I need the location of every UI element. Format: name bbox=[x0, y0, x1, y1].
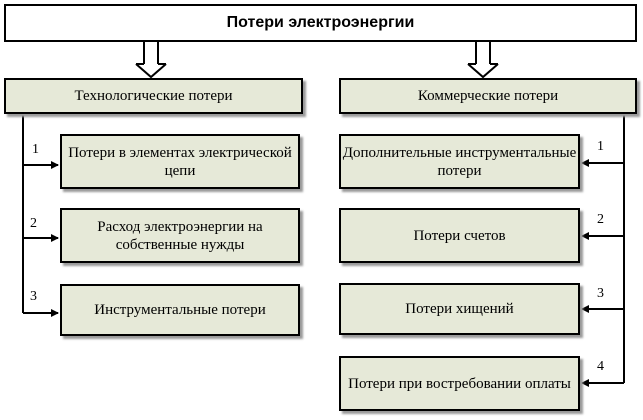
right-item-1-number: 1 bbox=[597, 139, 604, 154]
left-item-1-box: Потери в элементах электрической цепи bbox=[60, 134, 300, 189]
right-item-4-box: Потери при востребовании оплаты bbox=[339, 356, 580, 411]
right-item-3-number: 3 bbox=[597, 286, 604, 301]
hollow-arrow-right bbox=[468, 42, 498, 77]
hollow-arrow-left bbox=[136, 42, 166, 77]
right-item-2-box: Потери счетов bbox=[339, 208, 580, 263]
left-bracket bbox=[23, 114, 58, 313]
left-item-2-number: 2 bbox=[30, 216, 37, 231]
title-box: Потери электроэнергии bbox=[4, 4, 637, 42]
right-header-box: Коммерческие потери bbox=[339, 78, 637, 114]
left-item-2-box: Расход электроэнергии на собственные нужды bbox=[60, 208, 300, 263]
left-item-3-box: Инструментальные потери bbox=[60, 284, 300, 336]
right-item-4-number: 4 bbox=[597, 359, 604, 374]
left-item-3-number: 3 bbox=[30, 289, 37, 304]
right-item-3-box: Потери хищений bbox=[339, 283, 580, 335]
right-item-1-box: Дополнительные инструментальные потери bbox=[339, 134, 580, 189]
right-item-2-number: 2 bbox=[597, 212, 604, 227]
left-header-box: Технологические потери bbox=[4, 78, 303, 114]
left-item-1-number: 1 bbox=[32, 142, 39, 157]
